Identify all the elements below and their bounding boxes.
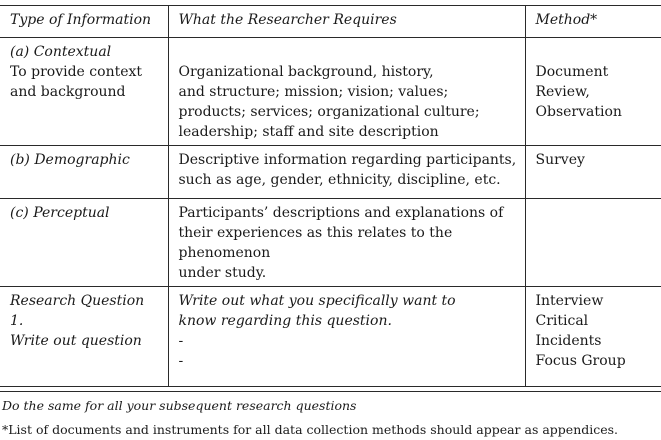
cell-requires-research-question [168,287,525,387]
method-line: Interview [535,293,604,309]
spacer [179,42,517,62]
type-label-research-question: Research Question 1. [10,293,145,329]
cell-method-research-question [525,287,661,387]
table-row-contextual [0,38,661,146]
cell-method-demographic [525,146,661,199]
requires-line: products; services; organizational culture; [178,104,480,120]
requires-line: and structure; mission; vision; values; [178,84,449,100]
table-row-research-question [0,287,661,387]
requires-line: Write out what you specifically want to [178,293,456,309]
method-line: Observation [535,104,622,120]
method-line: Document [535,64,609,80]
method-line: Critical Incidents [535,313,602,349]
requires-bullet: - [178,353,184,369]
table-row-perceptual [0,199,661,287]
type-label-contextual: (a) Contextual [10,44,112,60]
type-desc-line: Write out question [10,333,142,349]
method-line: Review, [535,84,590,100]
table-header-row [0,6,661,38]
cell-method-contextual [525,38,661,146]
requires-line: their experiences as this relates to the phenomenon [178,225,453,261]
table-row-demographic [0,146,661,199]
method-line: Focus Group [535,353,626,369]
spacer [536,42,654,62]
header-method: Method* [525,6,661,38]
requires-line: Participants’ descriptions and explanations of [178,205,504,221]
requires-line: leadership; staff and site description [178,124,439,140]
cell-requires-demographic [168,146,525,199]
cell-type-research-question [0,287,168,387]
type-desc-line: To provide context [10,64,143,80]
cell-requires-perceptual [168,199,525,287]
requires-line: know regarding this question. [178,313,392,329]
cell-type-perceptual [0,199,168,287]
header-type-of-information: Type of Information [0,6,168,38]
cell-requires-contextual [168,38,525,146]
information-table [0,5,661,387]
subsequent-questions-note: Do the same for all your subsequent research questions [2,398,357,413]
requires-line: Organizational background, history, [178,64,434,80]
header-what-researcher-requires: What the Researcher Requires [168,6,525,38]
footnote-divider [0,391,661,392]
type-desc-line: and background [10,84,126,100]
type-label-perceptual: (c) Perceptual [10,205,110,221]
cell-method-perceptual [525,199,661,287]
requires-line: Descriptive information regarding participants, [178,152,517,168]
requires-line: such as age, gender, ethnicity, discipline, etc. [178,172,501,188]
type-label-demographic: (b) Demographic [10,152,130,168]
cell-type-demographic [0,146,168,199]
method-line: Survey [535,152,585,168]
requires-line: under study. [178,265,267,281]
appendix-footnote: *List of documents and instruments for all data collection methods should appear as appendices. [2,422,619,437]
cell-type-contextual [0,38,168,146]
requires-bullet: - [178,333,184,349]
